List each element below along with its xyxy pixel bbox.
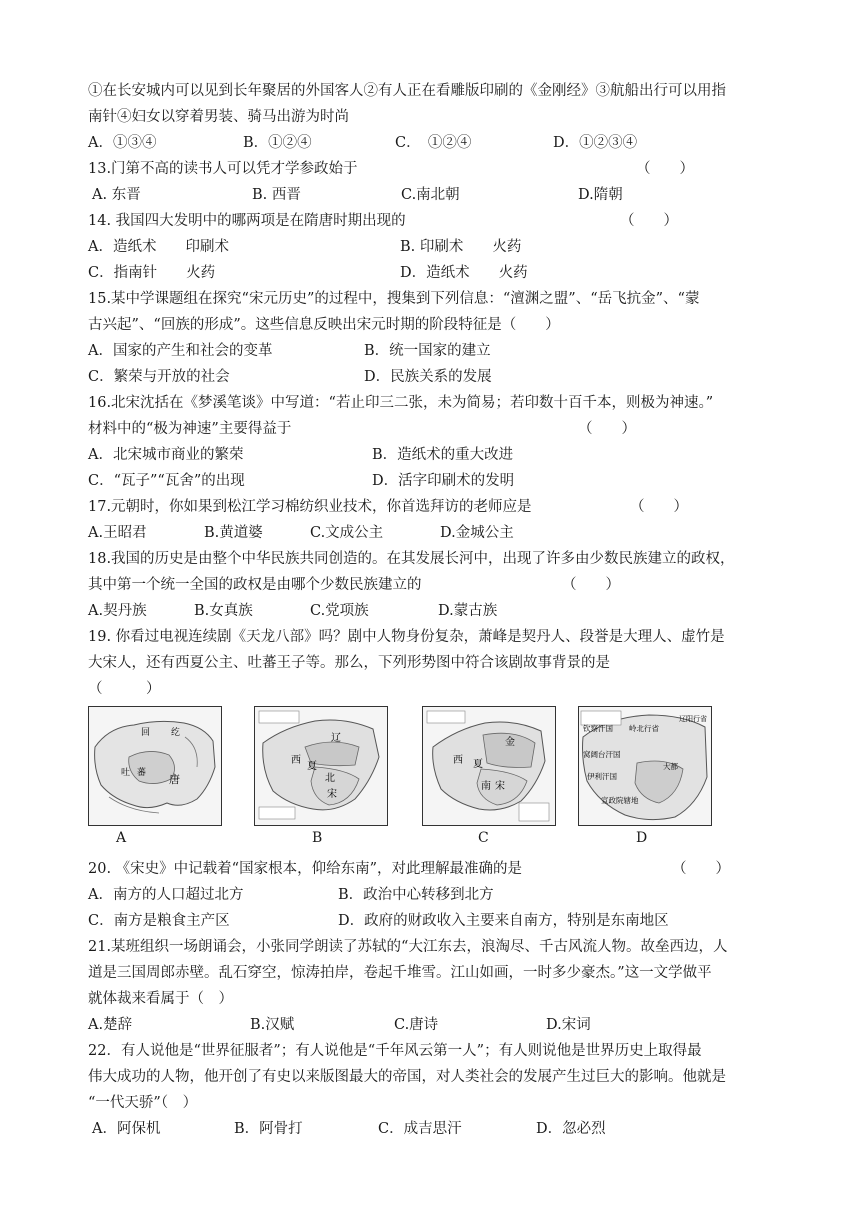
q20-stem [88,856,778,882]
map-b [254,706,388,826]
map-b-image [255,707,387,825]
option-d: D.蒙古族 [438,603,498,619]
map-d-text-6: 宣政院辖地 [601,796,639,805]
intro-line-1: ①在长安城内可以见到长年聚居的外国客人②有人正在看雕版印刷的《金刚经》③航船出行可以用指 [88,83,726,99]
option-c: C.党项族 [310,603,369,619]
q21-line-1: 21.某班组织一场朗诵会，小张同学朗读了苏轼的“大江东去，浪淘尽、千古风流人物。故垒西边，人 [88,939,728,955]
q14-answer-paren: （ ） [620,213,678,229]
option-d: D.宋词 [546,1017,591,1033]
option-d: D.隋朝 [578,187,623,203]
q21-line-2: 道是三国周郎赤壁。乱石穿空，惊涛拍岸，卷起千堆雪。江山如画，一时多少豪杰。”这一文学做平 [88,965,712,981]
option-a: A.楚辞 [88,1017,133,1033]
q16-line-1: 16.北宋沈括在《梦溪笔谈》中写道：“若止印三二张，未为简易；若印数十百千本，则极为神速。” [88,395,714,411]
option-b: B. 西晋 [252,187,301,203]
q13-text: 13.门第不高的读书人可以凭才学参政始于 [88,161,358,177]
map-c-image [423,707,555,825]
q17-stem [88,494,778,520]
map-c-text-1: 金 [505,737,515,748]
q16-answer-paren: （ ） [578,421,636,437]
option-d: D．民族关系的发展 [364,369,492,385]
option-b: B.女真族 [194,603,253,619]
option-b: B.汉赋 [250,1017,295,1033]
q15-line-2: 古兴起”、“回族的形成”。这些信息反映出宋元时期的阶段特征是（ ） [88,317,560,333]
q15-line-1: 15.某中学课题组在探究“宋元历史”的过程中，搜集到下列信息：“澶渊之盟”、“岳飞抗金”、“蒙 [88,291,700,307]
q19-answer-paren: （ ） [88,681,161,697]
map-c-text-4: 南 [481,781,491,792]
option-c: C．成吉思汗 [378,1121,462,1137]
option-c: C．南方是粮食主产区 [88,913,230,929]
q22-options [88,1116,778,1142]
option-c: C．指南针 火药 [88,265,216,281]
map-a-image [89,707,221,825]
map-d-text-2: 岭北行省 [629,724,659,733]
option-d: D．造纸术 火药 [400,265,528,281]
option-b: B．造纸术的重大改进 [372,447,514,463]
option-c: C．“瓦子”“瓦舍”的出现 [88,473,245,489]
q15-options-row2 [88,364,778,390]
option-c: C.南北朝 [401,187,460,203]
map-c-text-5: 宋 [495,781,505,792]
q13-answer-paren: （ ） [636,161,694,177]
map-d-text-1: 钦察汗国 [583,724,613,733]
map-b-text-2: 西 [291,755,301,766]
option-c: C.唐诗 [394,1017,439,1033]
option-c: C.文成公主 [310,525,384,541]
intro-options [88,130,778,156]
option-b: B．①②④ [243,135,312,151]
q18-text: 其中第一个统一全国的政权是由哪个少数民族建立的 [88,577,422,593]
map-a-text-2: 纥 [171,728,181,738]
option-c: C．繁荣与开放的社会 [88,369,230,385]
map-a-text-1: 回 [141,728,151,738]
q19-line-2: 大宋人，还有西夏公主、吐蕃王子等。那么，下列形势图中符合该剧故事背景的是 [88,655,610,671]
map-label-a: A [116,830,127,846]
q16-line-2 [88,416,778,442]
map-label-c: C [478,830,489,846]
option-a: A．①③④ [88,135,157,151]
map-a-text-3: 吐 [121,768,131,778]
option-b: B．阿骨打 [234,1121,303,1137]
map-d-text-7: 辽阳行省 [679,715,707,723]
q22-line-3: “一代天骄”（ ） [88,1095,198,1111]
map-a [88,706,222,826]
option-d: D．政府的财政收入主要来自南方，特别是东南地区 [338,913,669,929]
q17-text: 17.元朝时，你如果到松江学习棉纺织业技术，你首选拜访的老师应是 [88,499,532,515]
map-d-text-4: 伊利汗国 [587,772,617,781]
map-d-image [579,707,711,825]
q15-options-row1 [88,338,778,364]
q20-answer-paren: （ ） [672,861,730,877]
option-a: A.王昭君 [88,525,147,541]
q19-maps [88,706,778,856]
map-d [578,706,712,826]
q20-options-row1 [88,882,778,908]
option-d: D．①②③④ [553,135,638,151]
option-a: A. 东晋 [92,187,141,203]
q13-options [88,182,778,208]
option-d: D．活字印刷术的发明 [372,473,515,489]
option-c: C． ①②④ [395,135,472,151]
q14-stem [88,208,778,234]
q14-text: 14. 我国四大发明中的哪两项是在隋唐时期出现的 [88,213,406,229]
q13-stem [88,156,778,182]
q22-line-2: 伟大成功的人物，他开创了有史以来版图最大的帝国，对人类社会的发展产生过巨大的影响。他就是 [88,1069,726,1085]
map-a-text-5: 唐 [169,773,180,786]
map-label-b: B [312,830,323,846]
option-a: A.契丹族 [88,603,147,619]
exam-page [88,78,778,1142]
option-b: B. 印刷术 火药 [400,239,522,255]
map-c-text-3: 夏 [473,759,483,770]
map-b-text-5: 宋 [327,789,337,800]
map-d-text-5: 大都 [663,762,678,771]
map-b-text-3: 夏 [307,761,317,772]
q19-line-1: 19. 你看过电视连续剧《天龙八部》吗？剧中人物身份复杂，萧峰是契丹人、段誉是大理人、虚竹是 [88,629,725,645]
q17-options [88,520,778,546]
map-a-text-4: 蕃 [137,768,147,778]
map-b-text-4: 北 [325,773,335,784]
option-a: A．南方的人口超过北方 [88,887,244,903]
q16-options-row1 [88,442,778,468]
option-b: B．统一国家的建立 [364,343,491,359]
map-b-text-1: 辽 [331,733,341,744]
map-c [422,706,556,826]
intro-line-2: 南针④妇女以穿着男装、骑马出游为时尚 [88,109,349,125]
q14-options-row2 [88,260,778,286]
q18-answer-paren: （ ） [562,577,620,593]
option-d: D．忽必烈 [536,1121,606,1137]
q17-answer-paren: （ ） [630,499,688,515]
q21-options [88,1012,778,1038]
q16-options-row2 [88,468,778,494]
q21-line-3: 就体裁来看属于（ ） [88,991,233,1007]
option-d: D.金城公主 [440,525,514,541]
map-label-d: D [636,830,648,846]
option-a: A．国家的产生和社会的变革 [88,343,273,359]
option-b: B．政治中心转移到北方 [338,887,494,903]
map-d-text-3: 窝阔台汗国 [583,750,621,759]
map-c-text-2: 西 [453,755,463,766]
q18-line-1: 18.我国的历史是由整个中华民族共同创造的。在其发展长河中，出现了许多由少数民族建立的政权， [88,551,735,567]
q20-text: 20. 《宋史》中记载着“国家根本，仰给东南”，对此理解最准确的是 [88,861,522,877]
option-a: A．造纸术 印刷术 [88,239,229,255]
q18-options [88,598,778,624]
q18-line-2 [88,572,778,598]
option-b: B.黄道婆 [204,525,263,541]
q22-line-1: 22．有人说他是“世界征服者”；有人说他是“千年风云第一人”；有人则说他是世界历史上取得最 [88,1043,702,1059]
q14-options-row1 [88,234,778,260]
option-a: A．北宋城市商业的繁荣 [88,447,244,463]
q16-text: 材料中的“极为神速”主要得益于 [88,421,292,437]
option-a: A．阿保机 [92,1121,161,1137]
q20-options-row2 [88,908,778,934]
